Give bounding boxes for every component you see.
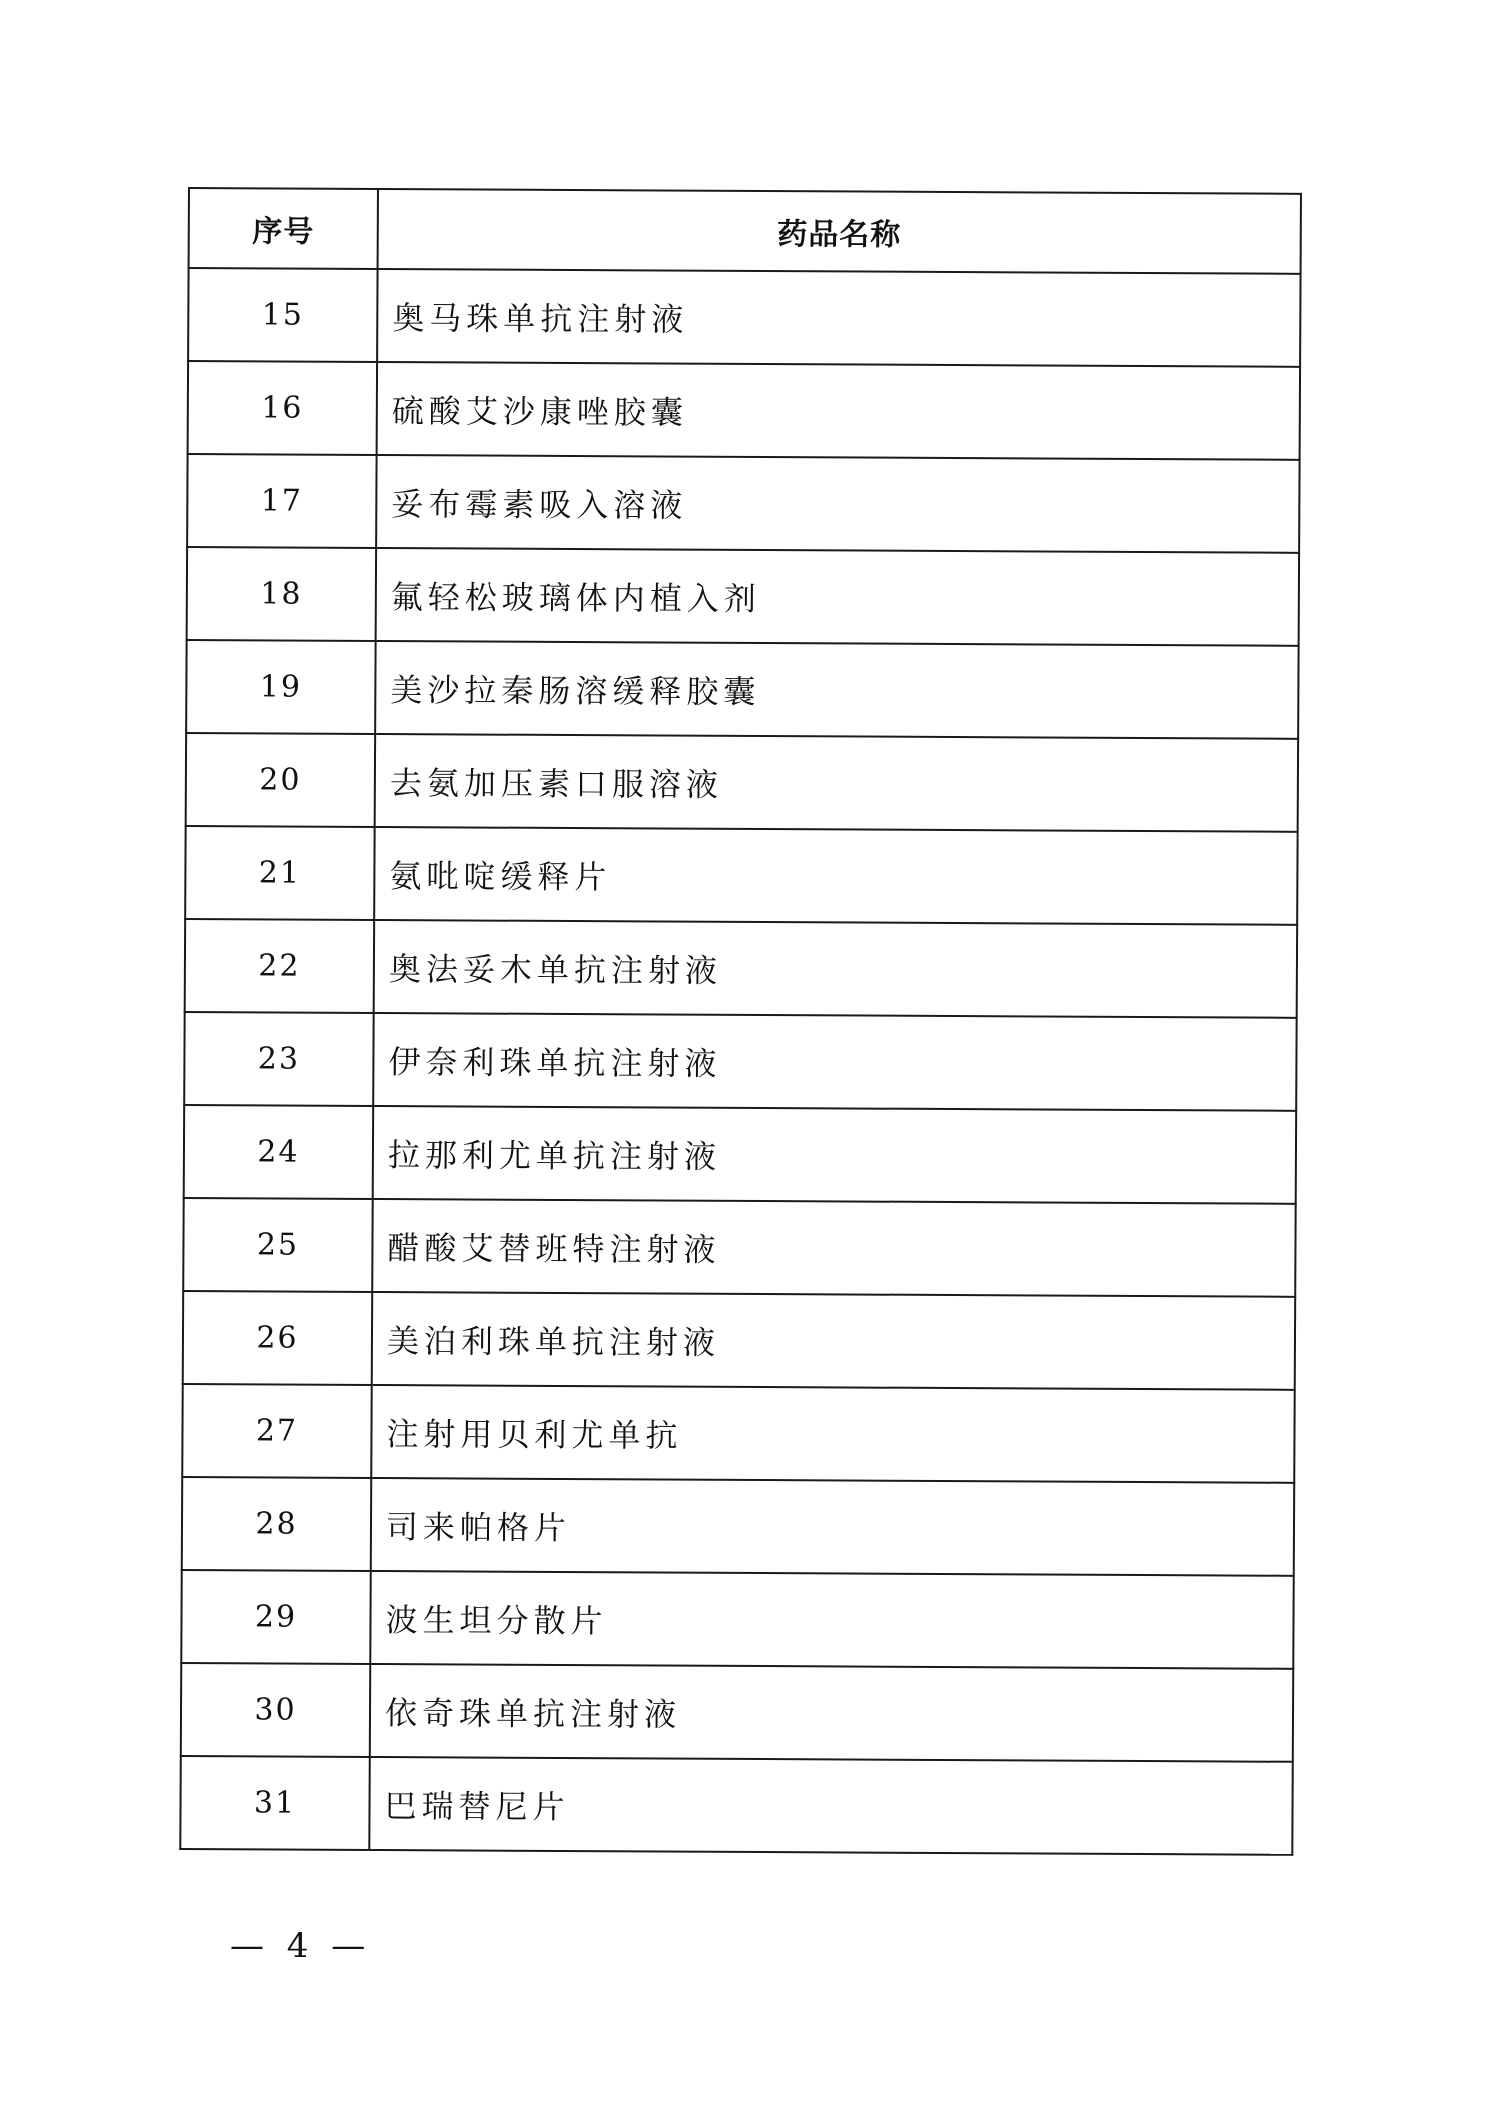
table-row	[182, 1384, 1294, 1483]
table-row	[187, 454, 1299, 553]
table-row	[184, 1012, 1296, 1111]
table-row	[188, 268, 1300, 367]
drug-name: 美沙拉秦肠溶缓释胶囊	[375, 641, 1298, 739]
drug-name: 拉那利尤单抗注射液	[373, 1106, 1296, 1204]
drug-name: 司来帕格片	[371, 1478, 1294, 1576]
row-number: 31	[180, 1756, 369, 1850]
row-number: 18	[187, 547, 376, 641]
drug-name: 依奇珠单抗注射液	[370, 1664, 1293, 1762]
drug-name: 美泊利珠单抗注射液	[372, 1292, 1295, 1390]
table-row	[185, 826, 1297, 925]
row-number: 16	[188, 361, 377, 455]
drug-name: 注射用贝利尤单抗	[371, 1385, 1294, 1483]
row-number: 17	[187, 454, 376, 548]
table-body	[180, 268, 1300, 1855]
table-row	[185, 919, 1297, 1018]
row-number: 29	[181, 1570, 370, 1664]
drug-name: 巴瑞替尼片	[369, 1757, 1292, 1855]
row-number: 26	[183, 1291, 372, 1385]
table-row	[184, 1105, 1296, 1204]
drug-name: 波生坦分散片	[370, 1571, 1293, 1669]
table-row	[187, 547, 1299, 646]
row-number: 21	[185, 826, 374, 920]
drug-name: 氨吡啶缓释片	[374, 827, 1297, 925]
header-number: 序号	[189, 188, 378, 269]
table-row	[182, 1477, 1294, 1576]
table-row	[181, 1570, 1293, 1669]
table-row	[183, 1198, 1295, 1297]
row-number: 20	[186, 733, 375, 827]
row-number: 23	[184, 1012, 373, 1106]
row-number: 30	[181, 1663, 370, 1757]
page-number: — 4 —	[230, 1926, 372, 1966]
row-number: 19	[186, 640, 375, 734]
table-row	[180, 1756, 1292, 1855]
table-row	[186, 733, 1298, 832]
row-number: 24	[184, 1105, 373, 1199]
drug-list-table	[179, 187, 1302, 1856]
drug-name: 奥法妥木单抗注射液	[374, 920, 1297, 1018]
header-drug-name: 药品名称	[378, 189, 1301, 274]
drug-name: 氟轻松玻璃体内植入剂	[376, 548, 1299, 646]
drug-name: 醋酸艾替班特注射液	[372, 1199, 1295, 1297]
row-number: 27	[182, 1384, 371, 1478]
table-row	[183, 1291, 1295, 1390]
drug-name: 奥马珠单抗注射液	[377, 269, 1300, 367]
table-row	[188, 361, 1300, 460]
drug-name: 妥布霉素吸入溶液	[376, 455, 1299, 553]
row-number: 25	[183, 1198, 372, 1292]
drug-name: 伊奈利珠单抗注射液	[373, 1013, 1296, 1111]
row-number: 22	[185, 919, 374, 1013]
drug-name: 去氨加压素口服溶液	[375, 734, 1298, 832]
row-number: 28	[182, 1477, 371, 1571]
table-row	[181, 1663, 1293, 1762]
row-number: 15	[188, 268, 377, 362]
table-header-row	[189, 188, 1301, 274]
drug-name: 硫酸艾沙康唑胶囊	[377, 362, 1300, 460]
table-row	[186, 640, 1298, 739]
